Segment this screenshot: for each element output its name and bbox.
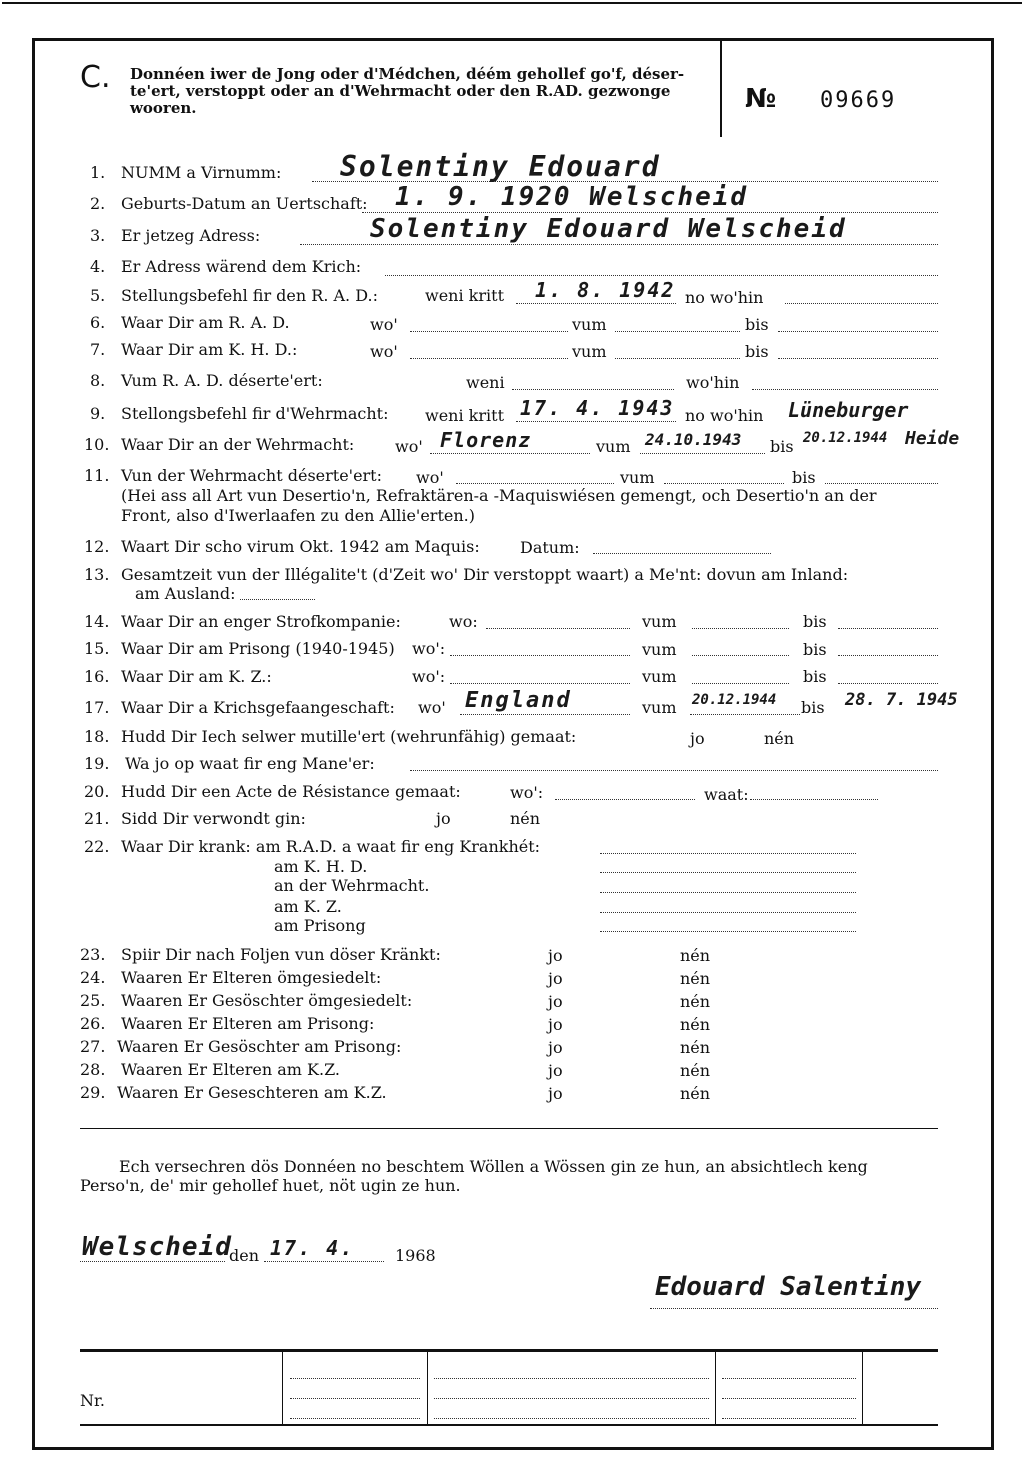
line-8-wohin-dots (752, 389, 938, 390)
signature-name: Edouard Salentiny (655, 1272, 922, 1302)
line-28-nen: nén (680, 1061, 711, 1080)
line-5-wohin: no wo'hin (685, 288, 764, 307)
line-4-no: 4. (90, 257, 106, 276)
line-11-note-1: (Hei ass all Art vun Desertio'n, Refraktären-a -Maquiswiésen gemengt, och Desertio'n an der (121, 486, 877, 505)
line-24-no: 24. (80, 968, 106, 987)
bottom-table-dots-4 (434, 1378, 709, 1379)
line-16-bis-dots (838, 683, 938, 684)
header-title-line-2: te'ert, verstoppt oder an d'Wehrmacht oder den R.AD. gezwonge (130, 82, 671, 100)
line-16-vum-dots (692, 683, 789, 684)
line-9-place: Lüneburger (788, 398, 909, 422)
line-21-jo: jo (436, 809, 451, 828)
line-25-label: Waaren Er Gesöschter ömgesiedelt: (121, 991, 413, 1010)
line-10-vum: vum (596, 437, 631, 456)
bottom-table-dots-6 (434, 1418, 709, 1419)
line-22-no: 22. (84, 837, 110, 856)
line-13-no: 13. (84, 565, 110, 584)
line-22-sub-3: am K. Z. (274, 897, 342, 916)
line-10-bis: bis (770, 437, 794, 456)
line-7-bis: bis (745, 342, 769, 361)
line-21-label: Sidd Dir verwondt gin: (121, 809, 306, 828)
line-12-no: 12. (84, 537, 110, 556)
line-17-no: 17. (84, 698, 110, 717)
line-14-bis-dots (838, 628, 938, 629)
line-11-wo: wo' (416, 468, 444, 487)
line-10-vum-dots (640, 453, 765, 454)
line-27-jo: jo (548, 1038, 563, 1057)
line-7-vum: vum (572, 342, 607, 361)
line-11-vum: vum (620, 468, 655, 487)
number-symbol: № (745, 84, 777, 114)
line-23-jo: jo (548, 946, 563, 965)
line-10-wo: wo' (395, 437, 423, 456)
line-10-label: Waar Dir an der Wehrmacht: (121, 435, 355, 454)
line-4-label: Er Adress wärend dem Krich: (121, 257, 362, 276)
line-16-wo: wo': (412, 667, 446, 686)
line-23-nen: nén (680, 946, 711, 965)
line-8-weni: weni (466, 373, 505, 392)
line-2-no: 2. (90, 194, 106, 213)
line-5-wohin-dots (785, 303, 938, 304)
line-6-no: 6. (90, 313, 106, 332)
line-7-bis-dots (778, 358, 938, 359)
line-1-value: Solentiny Edouard (340, 150, 661, 183)
line-3-no: 3. (90, 226, 106, 245)
header-title-line-3: wooren. (130, 99, 197, 117)
header-divider (720, 41, 722, 137)
line-29-label: Waaren Er Geseschteren am K.Z. (117, 1083, 387, 1102)
line-11-bis: bis (792, 468, 816, 487)
line-3-label: Er jetzeg Adress: (121, 226, 261, 245)
line-23-no: 23. (80, 945, 106, 964)
line-22-dots-1 (600, 853, 856, 854)
line-9-date-dots (516, 421, 676, 422)
line-15-vum: vum (642, 640, 677, 659)
line-13-ausland-dots (240, 599, 315, 600)
line-17-bis: bis (801, 698, 825, 717)
line-9-date: 17. 4. 1943 (520, 396, 675, 420)
line-22-dots-2 (600, 872, 856, 873)
line-20-no: 20. (84, 782, 110, 801)
line-20-waat: waat: (704, 785, 749, 804)
line-14-no: 14. (84, 612, 110, 631)
line-5-date-dots (516, 303, 676, 304)
line-19-no: 19. (84, 754, 110, 773)
bottom-table-dots-3 (290, 1418, 420, 1419)
line-7-wo: wo' (370, 342, 398, 361)
line-17-label: Waar Dir a Krichsgefaangeschaft: (121, 698, 395, 717)
line-9-no: 9. (90, 404, 106, 423)
signature-name-dots (650, 1308, 938, 1309)
line-17-vum: vum (642, 698, 677, 717)
line-25-nen: nén (680, 992, 711, 1011)
line-28-jo: jo (548, 1061, 563, 1080)
line-16-vum: vum (642, 667, 677, 686)
line-6-bis: bis (745, 315, 769, 334)
line-16-no: 16. (84, 667, 110, 686)
bottom-table-dots-5 (434, 1398, 709, 1399)
line-12-datum: Datum: (520, 538, 580, 557)
line-28-label: Waaren Er Elteren am K.Z. (121, 1060, 341, 1079)
line-25-jo: jo (548, 992, 563, 1011)
line-11-vum-dots (664, 483, 784, 484)
frame-top (32, 38, 994, 41)
line-29-no: 29. (80, 1083, 106, 1102)
line-11-no: 11. (84, 466, 110, 485)
bottom-table-dots-2 (290, 1398, 420, 1399)
line-20-label: Hudd Dir een Acte de Résistance gemaat: (121, 782, 461, 801)
line-25-no: 25. (80, 991, 106, 1010)
header-title-line-1: Donnéen iwer de Jong oder d'Médchen, déém gehollef go'f, déser- (130, 65, 685, 83)
line-23-label: Spiir Dir nach Foljen vun döser Kränkt: (121, 945, 441, 964)
bottom-table-col-3 (715, 1352, 716, 1424)
line-8-label: Vum R. A. D. déserte'ert: (121, 371, 323, 390)
line-17-wo-dots (460, 714, 630, 715)
line-17-place: England (465, 688, 572, 713)
line-22-sub-4: am Prisong (274, 916, 366, 935)
line-3-dots (300, 244, 938, 245)
line-7-wo-dots (410, 358, 568, 359)
line-6-wo: wo' (370, 315, 398, 334)
frame-right (991, 38, 994, 1450)
line-14-wo-dots (486, 628, 630, 629)
line-5-date: 1. 8. 1942 (535, 278, 676, 302)
line-21-no: 21. (84, 809, 110, 828)
line-26-jo: jo (548, 1015, 563, 1034)
line-10-from: 24.10.1943 (645, 430, 742, 449)
line-20-waat-dots (750, 799, 878, 800)
declaration-line-1: Ech versechren dös Donnéen no beschtem Wöllen a Wössen gin ze hun, an absichtlech keng (119, 1157, 868, 1176)
line-11-wo-dots (456, 483, 614, 484)
bottom-table-col-2 (427, 1352, 428, 1424)
line-10-wo-dots (430, 453, 590, 454)
signature-year: 1968 (395, 1246, 436, 1265)
line-17-from: 20.12.1944 (692, 692, 777, 708)
section-letter: C. (80, 60, 111, 95)
line-8-wohin: wo'hin (686, 373, 740, 392)
line-18-nen: nén (764, 729, 795, 748)
line-10-to: 20.12.1944 (803, 430, 888, 446)
line-5-no: 5. (90, 286, 106, 305)
bottom-table-col-1 (282, 1352, 283, 1424)
line-8-weni-dots (512, 389, 674, 390)
signature-date: 17. 4. (270, 1236, 355, 1260)
line-22-dots-5 (600, 931, 856, 932)
line-1-no: 1. (90, 163, 106, 182)
line-26-nen: nén (680, 1015, 711, 1034)
line-7-vum-dots (615, 358, 740, 359)
line-11-note-2: Front, also d'Iwerlaafen zu den Allie'erten.) (121, 506, 475, 525)
frame-bottom (32, 1447, 994, 1450)
line-14-wo: wo: (449, 612, 478, 631)
line-6-bis-dots (778, 331, 938, 332)
line-9-wohin: no wo'hin (685, 406, 764, 425)
line-6-label: Waar Dir am R. A. D. (121, 313, 290, 332)
line-15-wo: wo': (412, 639, 446, 658)
line-15-wo-dots (450, 655, 630, 656)
line-13-label: Gesamtzeit vun der Illégalite't (d'Zeit wo' Dir verstoppt waart) a Me'nt: dovun am Inland: (121, 565, 849, 584)
line-2-label: Geburts-Datum an Uertschaft: (121, 194, 368, 213)
line-20-wo-dots (555, 799, 695, 800)
line-2-dots (362, 212, 938, 213)
line-9-weni: weni kritt (425, 406, 504, 425)
line-17-vum-dots (690, 714, 800, 715)
line-22-dots-3 (600, 892, 856, 893)
line-19-dots (410, 770, 938, 771)
bottom-table-dots-8 (722, 1398, 856, 1399)
bottom-table-dots-9 (722, 1418, 856, 1419)
line-24-label: Waaren Er Elteren ömgesiedelt: (121, 968, 382, 987)
line-19-label: Wa jo op waat fir eng Mane'er: (125, 754, 375, 773)
line-12-datum-dots (593, 553, 771, 554)
line-15-label: Waar Dir am Prisong (1940-1945) (121, 639, 395, 658)
line-13-ausland: am Ausland: (135, 584, 236, 603)
line-27-nen: nén (680, 1038, 711, 1057)
signature-den: den (229, 1246, 260, 1265)
signature-place: Welscheid (82, 1232, 232, 1262)
top-border-line (2, 2, 1022, 4)
line-14-label: Waar Dir an enger Strofkompanie: (121, 612, 401, 631)
line-6-vum-dots (615, 331, 740, 332)
bottom-table-dots-1 (290, 1378, 420, 1379)
line-22-sub-2: an der Wehrmacht. (274, 876, 430, 895)
line-26-no: 26. (80, 1014, 106, 1033)
line-7-label: Waar Dir am K. H. D.: (121, 340, 298, 359)
line-11-bis-dots (825, 483, 938, 484)
line-15-no: 15. (84, 639, 110, 658)
line-18-jo: jo (690, 729, 705, 748)
line-29-jo: jo (548, 1084, 563, 1103)
line-21-nen: nén (510, 809, 541, 828)
line-17-to: 28. 7. 1945 (845, 690, 958, 710)
frame-left (32, 38, 35, 1450)
line-26-label: Waaren Er Elteren am Prisong: (121, 1014, 375, 1033)
declaration-line-2: Perso'n, de' mir gehollef huet, nöt ugin ze hun. (80, 1176, 461, 1195)
line-27-no: 27. (80, 1037, 106, 1056)
line-20-wo: wo': (510, 783, 544, 802)
line-11-label: Vun der Wehrmacht déserte'ert: (121, 466, 382, 485)
line-3-value: Solentiny Edouard Welscheid (370, 214, 847, 244)
bottom-table-top-rule (80, 1349, 938, 1352)
line-9-label: Stellongsbefehl fir d'Wehrmacht: (121, 404, 389, 423)
line-10-place: Florenz (440, 428, 532, 452)
line-28-no: 28. (80, 1060, 106, 1079)
line-15-bis-dots (838, 655, 938, 656)
line-22-label: Waar Dir krank: am R.A.D. a waat fir eng Krankhét: (121, 837, 541, 856)
line-10-to-place: Heide (905, 428, 960, 449)
line-6-wo-dots (410, 331, 568, 332)
line-22-dots-4 (600, 912, 856, 913)
line-16-bis: bis (803, 667, 827, 686)
form-number: 09669 (820, 88, 897, 113)
bottom-table-dots-7 (722, 1378, 856, 1379)
bottom-table-bottom-rule (80, 1424, 938, 1426)
line-16-wo-dots (450, 683, 630, 684)
line-16-label: Waar Dir am K. Z.: (121, 667, 272, 686)
line-15-bis: bis (803, 640, 827, 659)
line-24-jo: jo (548, 969, 563, 988)
line-1-label: NUMM a Virnumm: (121, 163, 282, 182)
line-18-label: Hudd Dir Iech selwer mutille'ert (wehrunfähig) gemaat: (121, 727, 577, 746)
line-14-bis: bis (803, 612, 827, 631)
line-5-weni: weni kritt (425, 286, 504, 305)
line-8-no: 8. (90, 371, 106, 390)
line-18-no: 18. (84, 727, 110, 746)
footer-nr-label: Nr. (80, 1391, 105, 1410)
signature-date-dots (264, 1261, 384, 1262)
line-4-dots (385, 275, 938, 276)
line-7-no: 7. (90, 340, 106, 359)
line-12-label: Waart Dir scho virum Okt. 1942 am Maquis: (121, 537, 480, 556)
declaration-separator (80, 1128, 938, 1129)
line-6-vum: vum (572, 315, 607, 334)
line-2-value: 1. 9. 1920 Welscheid (395, 182, 749, 212)
line-15-vum-dots (692, 655, 789, 656)
line-24-nen: nén (680, 969, 711, 988)
line-10-no: 10. (84, 435, 110, 454)
line-27-label: Waaren Er Gesöschter am Prisong: (117, 1037, 402, 1056)
line-29-nen: nén (680, 1084, 711, 1103)
line-14-vum: vum (642, 612, 677, 631)
bottom-table-col-4 (862, 1352, 863, 1424)
line-5-label: Stellungsbefehl fir den R. A. D.: (121, 286, 378, 305)
line-14-vum-dots (692, 628, 789, 629)
line-22-sub-1: am K. H. D. (274, 857, 368, 876)
line-17-wo: wo' (418, 698, 446, 717)
